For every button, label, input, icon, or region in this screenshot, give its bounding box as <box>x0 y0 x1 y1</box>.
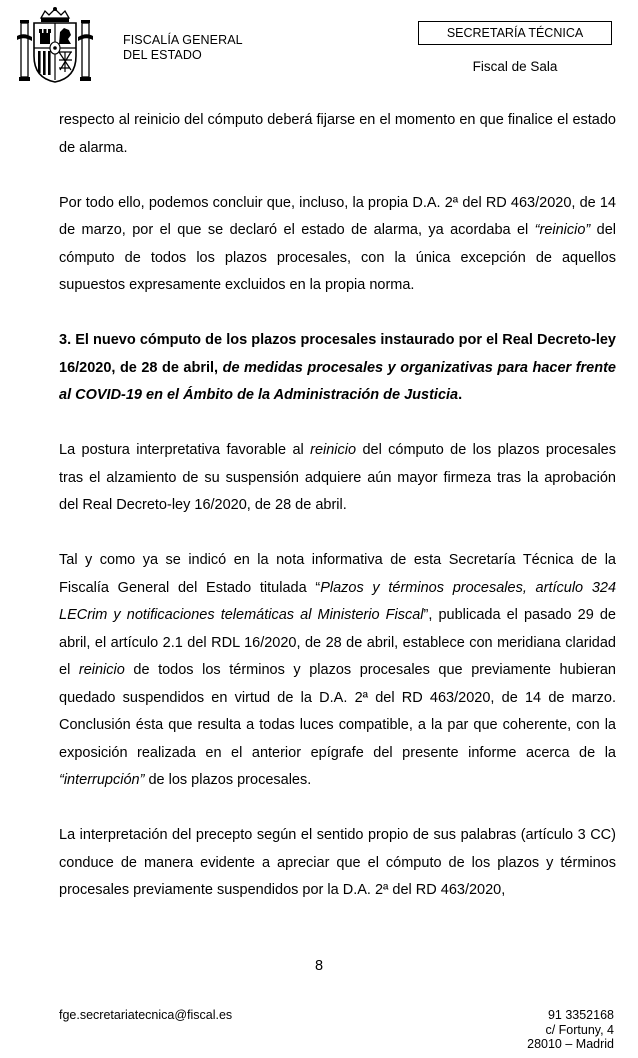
footer-email: fge.secretariatecnica@fiscal.es <box>59 1008 233 1022</box>
paragraph-4-interrupcion-emphasis: “interrupción” <box>59 772 145 788</box>
paragraph-4-text-g: de los plazos procesales. <box>144 772 312 788</box>
paragraph-2-text-c: del cómputo de todos los plazos procesales, con la única excepción de aquellos supuestos expresamente excluidos en la propia norma. <box>59 222 616 293</box>
paragraph-4-text-a: Tal y como ya se indicó en la nota informativa de esta Secretaría Técnica de la Fiscalía General del Estado titulada “ <box>59 552 616 596</box>
paragraph-4-title-emphasis: Plazos y términos procesales, artículo 324 LECrim y notificaciones telemáticas al Ministerio Fiscal <box>59 579 617 623</box>
page-number: 8 <box>314 958 324 974</box>
paragraph-3-emphasis: reinicio <box>310 442 357 458</box>
section-heading-emphasis: de medidas procesales y organizativas para hacer frente al COVID-19 en el Ámbito de la Administración de Justicia <box>59 359 616 403</box>
section-heading-end: . <box>458 387 463 403</box>
footer-city: 28010 – Madrid <box>527 1037 614 1051</box>
paragraph-1: respecto al reinicio del cómputo deberá fijarse en el momento en que finalice el estado de alarma. <box>59 112 616 156</box>
footer-street: c/ Fortuny, 4 <box>545 1022 614 1037</box>
paragraph-4-text-e: de todos los términos y plazos procesales que previamente hubieran quedado suspendidos en virtud de la D.A. 2ª del RD 463/2020, de 14 de marzo. Conclusión ésta que resulta a todas luces compatible, a la par que coherente, con la exposición realizada en el anterior epígrafe del presente informe acerca de la <box>59 662 616 761</box>
section-heading <box>59 327 616 410</box>
paragraph-4 <box>59 547 616 795</box>
section-heading-text: 3. El nuevo cómputo de los plazos procesales instaurado por el Real Decreto-ley 16/2020, de 28 de abril, <box>59 332 616 376</box>
organization-name-line-1: FISCALÍA GENERAL <box>123 33 243 47</box>
document-body <box>59 107 616 905</box>
footer-phone: 91 3352168 <box>547 1008 614 1022</box>
footer-address <box>527 1008 614 1052</box>
paragraph-5: La interpretación del precepto según el sentido propio de sus palabras (artículo 3 CC) conduce de manera evidente a apreciar que el cómputo de los plazos y términos procesales previamente suspendidos por la D.A. 2ª del RD 463/2020, <box>59 827 616 898</box>
coat-of-arms-icon <box>14 6 96 86</box>
organization-name <box>123 33 243 63</box>
department-subtitle: Fiscal de Sala <box>472 59 558 74</box>
page-header <box>0 0 638 90</box>
paragraph-3 <box>59 437 616 520</box>
department-box: SECRETARÍA TÉCNICA <box>418 21 612 45</box>
paragraph-4-reinicio-emphasis: reinicio <box>78 662 125 678</box>
paragraph-2 <box>59 190 616 300</box>
paragraph-2-emphasis: “reinicio” <box>534 222 591 238</box>
paragraph-3-text-a: La postura interpretativa favorable al <box>59 442 311 458</box>
paragraph-4-text-c: ”, publicada el pasado 29 de abril, el artículo 2.1 del RDL 16/2020, de 28 de abril, establece con meridiana claridad el <box>59 607 616 678</box>
paragraph-3-text-c: del cómputo de los plazos procesales tras el alzamiento de su suspensión adquiere aún mayor firmeza tras la aprobación del Real Decreto-ley 16/2020, de 28 de abril. <box>59 442 616 513</box>
paragraph-2-text-a: Por todo ello, podemos concluir que, incluso, la propia D.A. 2ª del RD 463/2020, de 14 de marzo, por el que se declaró el estado de alarma, ya acordaba el <box>59 194 616 238</box>
organization-name-line-2: DEL ESTADO <box>123 48 202 62</box>
